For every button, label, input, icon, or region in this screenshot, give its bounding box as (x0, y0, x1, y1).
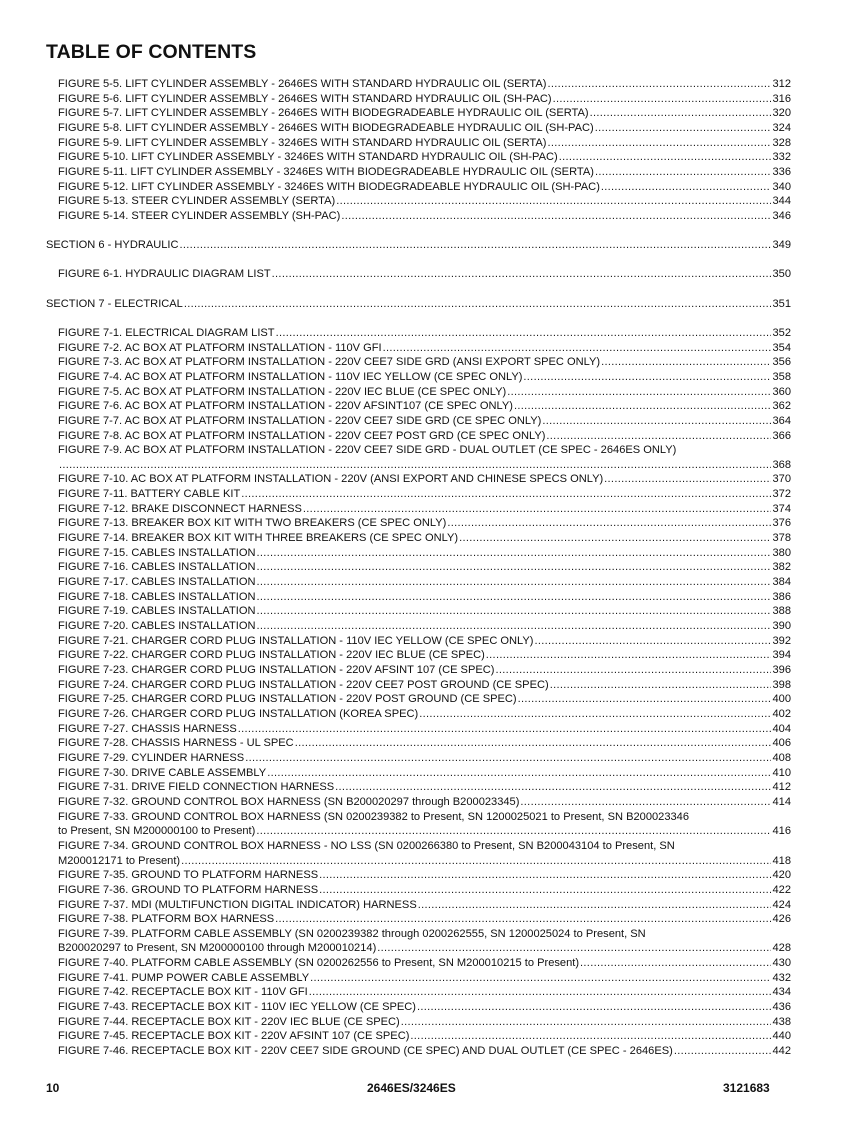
toc-entry[interactable] (58, 985, 791, 1000)
toc-entry-page: 410 (772, 766, 791, 779)
dot-leader (674, 1044, 772, 1059)
toc-entry-title: FIGURE 7-9. AC BOX AT PLATFORM INSTALLATION - 220V CEE7 SIDE GRD - DUAL OUTLET (CE SPEC - 2646ES ONLY) (58, 444, 677, 457)
dot-leader (486, 648, 772, 663)
toc-entry[interactable] (58, 707, 791, 722)
toc-entry-page: 398 (772, 678, 791, 691)
toc-entry-title: FIGURE 7-39. PLATFORM CABLE ASSEMBLY (SN 0200239382 through 0200262555, SN 1200025024 to Present, SN (58, 927, 646, 940)
toc-entry-page: 428 (772, 942, 791, 955)
dot-leader (419, 707, 771, 722)
dot-leader (418, 898, 772, 913)
toc-entry-page: 424 (772, 898, 791, 911)
toc-entry-title: FIGURE 7-44. RECEPTACLE BOX KIT - 220V IEC BLUE (CE SPEC) (58, 1015, 400, 1028)
toc-entry-title: FIGURE 7-27. CHASSIS HARNESS (58, 722, 237, 735)
table-of-contents (46, 77, 791, 1059)
toc-entry-page: 356 (772, 356, 791, 369)
toc-entry-page: 436 (772, 1001, 791, 1014)
toc-entry[interactable] (58, 150, 791, 165)
toc-entry-page: 406 (772, 737, 791, 750)
toc-entry-page: 340 (772, 180, 791, 193)
toc-entry-title-continued: to Present, SN M200000100 to Present) (58, 825, 256, 838)
toc-entry-title: FIGURE 5-14. STEER CYLINDER ASSEMBLY (SH-PAC) (58, 209, 341, 222)
toc-entry[interactable] (58, 92, 791, 107)
toc-entry-title: FIGURE 7-37. MDI (MULTIFUNCTION DIGITAL INDICATOR) HARNESS (58, 898, 417, 911)
toc-entry[interactable] (58, 868, 791, 883)
toc-entry[interactable] (58, 487, 791, 502)
toc-entry-page: 366 (772, 429, 791, 442)
toc-entry-title: SECTION 6 - HYDRAULIC (46, 239, 179, 252)
dot-leader (580, 956, 771, 971)
toc-section-6[interactable] (46, 238, 791, 253)
dot-leader (267, 766, 771, 781)
dot-leader (295, 736, 772, 751)
dot-leader (335, 780, 771, 795)
dot-leader (275, 912, 771, 927)
toc-entry-page: 392 (772, 634, 791, 647)
toc-entry-title: FIGURE 7-43. RECEPTACLE BOX KIT - 110V IEC YELLOW (CE SPEC) (58, 1001, 416, 1014)
dot-leader (601, 180, 772, 195)
toc-entry-page: 386 (772, 590, 791, 603)
dot-leader (256, 575, 771, 590)
dot-leader (542, 414, 771, 429)
toc-entry-page: 438 (772, 1015, 791, 1028)
toc-entry-page: 358 (772, 370, 791, 383)
dot-leader (309, 985, 772, 1000)
toc-entry-page: 416 (772, 825, 791, 838)
toc-entry[interactable] (58, 531, 791, 546)
toc-entry-page: 324 (772, 121, 791, 134)
toc-entry[interactable] (58, 399, 791, 414)
dot-leader (184, 297, 772, 312)
toc-entry-title: FIGURE 7-3. AC BOX AT PLATFORM INSTALLATION - 220V CEE7 SIDE GRD (ANSI EXPORT SPEC ONLY) (58, 356, 601, 369)
toc-entry-page: 430 (772, 957, 791, 970)
toc-entry[interactable] (58, 795, 791, 810)
dot-leader (180, 238, 772, 253)
toc-entry[interactable] (58, 1000, 791, 1015)
toc-entry-page: 350 (772, 268, 791, 281)
toc-entry[interactable] (58, 326, 791, 341)
toc-entry[interactable] (58, 429, 791, 444)
dot-leader (241, 487, 771, 502)
toc-entry-title: FIGURE 7-5. AC BOX AT PLATFORM INSTALLATION - 220V IEC BLUE (CE SPEC ONLY) (58, 385, 507, 398)
toc-entry-title: FIGURE 7-30. DRIVE CABLE ASSEMBLY (58, 766, 267, 779)
toc-entry[interactable] (58, 209, 791, 224)
toc-entry[interactable] (58, 619, 791, 634)
toc-entry-page: 378 (772, 532, 791, 545)
toc-entry-title: FIGURE 7-2. AC BOX AT PLATFORM INSTALLATION - 110V GFI (58, 341, 382, 354)
dot-leader (256, 546, 771, 561)
toc-entry-title: FIGURE 7-11. BATTERY CABLE KIT (58, 488, 241, 501)
toc-entry[interactable] (58, 883, 791, 898)
toc-entry[interactable] (58, 766, 791, 781)
toc-entry[interactable] (58, 898, 791, 913)
dot-leader (601, 355, 771, 370)
toc-entry-title: FIGURE 7-29. CYLINDER HARNESS (58, 751, 245, 764)
dot-leader (447, 516, 771, 531)
dot-leader (181, 854, 771, 869)
dot-leader (546, 429, 771, 444)
toc-entry[interactable] (58, 355, 791, 370)
dot-leader (401, 1015, 772, 1030)
toc-entry-title: FIGURE 7-45. RECEPTACLE BOX KIT - 220V AFSINT 107 (CE SPEC) (58, 1030, 410, 1043)
toc-entry-title: FIGURE 7-22. CHARGER CORD PLUG INSTALLATION - 220V IEC BLUE (CE SPEC) (58, 649, 485, 662)
toc-entry-title: FIGURE 5-6. LIFT CYLINDER ASSEMBLY - 2646ES WITH STANDARD HYDRAULIC OIL (SH-PAC) (58, 92, 552, 105)
toc-entry-page: 388 (772, 605, 791, 618)
toc-entry[interactable] (58, 971, 791, 986)
toc-entry-title: FIGURE 7-23. CHARGER CORD PLUG INSTALLATION - 220V AFSINT 107 (CE SPEC) (58, 664, 495, 676)
dot-leader (256, 604, 771, 619)
dot-leader (459, 531, 771, 546)
toc-entry-page: 376 (772, 517, 791, 530)
toc-entry-page: 346 (772, 209, 791, 222)
dot-leader (256, 824, 771, 839)
dot-leader (303, 502, 772, 517)
toc-entry-title: FIGURE 7-13. BREAKER BOX KIT WITH TWO BREAKERS (CE SPEC ONLY) (58, 517, 447, 530)
dot-leader (256, 590, 771, 605)
toc-entry-title: FIGURE 5-13. STEER CYLINDER ASSEMBLY (SERTA) (58, 195, 336, 208)
toc-entry-page: 404 (772, 722, 791, 735)
toc-entry[interactable] (58, 780, 791, 795)
toc-entry-page: 396 (772, 664, 791, 676)
toc-entry-title: FIGURE 5-8. LIFT CYLINDER ASSEMBLY - 2646ES WITH BIODEGRADEABLE HYDRAULIC OIL (SH-PAC) (58, 121, 594, 134)
toc-entry-page: 432 (772, 971, 791, 984)
footer-doc-number: 3121683 (723, 1081, 770, 1095)
dot-leader (595, 165, 772, 180)
toc-entry[interactable] (58, 634, 791, 649)
dot-leader (377, 941, 771, 956)
toc-entry[interactable] (58, 751, 791, 766)
toc-entry[interactable] (58, 956, 791, 971)
toc-entry[interactable] (58, 121, 791, 136)
toc-entry-figure-7-39[interactable] (46, 927, 791, 956)
toc-entry-title: FIGURE 7-14. BREAKER BOX KIT WITH THREE BREAKERS (CE SPEC ONLY) (58, 532, 459, 545)
toc-group-section7-figures-a (46, 326, 791, 443)
toc-entry-page: 328 (772, 136, 791, 149)
toc-entry-figure-7-34[interactable] (46, 839, 791, 868)
toc-entry[interactable] (58, 678, 791, 693)
toc-entry-title: FIGURE 5-10. LIFT CYLINDER ASSEMBLY - 3246ES WITH STANDARD HYDRAULIC OIL (SH-PAC) (58, 151, 558, 164)
toc-entry[interactable] (58, 1044, 791, 1059)
toc-entry-title: FIGURE 5-5. LIFT CYLINDER ASSEMBLY - 2646ES WITH STANDARD HYDRAULIC OIL (SERTA) (58, 78, 547, 90)
toc-entry-page: 354 (772, 341, 791, 354)
toc-entry-page: 320 (772, 107, 791, 120)
toc-entry-page: 384 (772, 576, 791, 589)
dot-leader (595, 121, 772, 136)
toc-entry-page: 412 (772, 781, 791, 794)
toc-entry[interactable] (58, 502, 791, 517)
toc-entry-page: 368 (772, 458, 791, 471)
dot-leader (553, 92, 772, 107)
toc-entry-page: 382 (772, 561, 791, 574)
toc-entry-title: FIGURE 7-32. GROUND CONTROL BOX HARNESS (SN B200020297 through B200023345) (58, 795, 520, 808)
toc-entry-page: 351 (772, 297, 791, 310)
toc-entry-title: FIGURE 7-33. GROUND CONTROL BOX HARNESS (SN 0200239382 to Present, SN 1200025021 to Present, SN B200023346 (58, 810, 690, 823)
dot-leader (550, 678, 772, 693)
toc-entry-title: FIGURE 5-7. LIFT CYLINDER ASSEMBLY - 2646ES WITH BIODEGRADEABLE HYDRAULIC OIL (SERTA) (58, 107, 589, 120)
dot-leader (495, 663, 771, 678)
toc-entry-title: FIGURE 7-4. AC BOX AT PLATFORM INSTALLATION - 110V IEC YELLOW (CE SPEC ONLY) (58, 370, 523, 383)
toc-entry-title: FIGURE 7-7. AC BOX AT PLATFORM INSTALLATION - 220V CEE7 SIDE GRD (CE SPEC ONLY) (58, 414, 542, 427)
toc-entry-title: SECTION 7 - ELECTRICAL (46, 297, 183, 310)
toc-entry[interactable] (58, 1015, 791, 1030)
toc-entry[interactable] (58, 1029, 791, 1044)
dot-leader (520, 795, 771, 810)
toc-entry-title: FIGURE 7-1. ELECTRICAL DIAGRAM LIST (58, 326, 275, 339)
toc-entry-page: 440 (772, 1030, 791, 1043)
dot-leader (590, 106, 772, 121)
toc-entry-title: FIGURE 7-15. CABLES INSTALLATION (58, 546, 256, 559)
dot-leader (245, 751, 771, 766)
toc-entry-title: FIGURE 5-11. LIFT CYLINDER ASSEMBLY - 3246ES WITH BIODEGRADEABLE HYDRAULIC OIL (SERTA) (58, 165, 594, 178)
toc-entry-page: 420 (772, 869, 791, 882)
toc-entry-title: FIGURE 7-26. CHARGER CORD PLUG INSTALLATION (KOREA SPEC) (58, 707, 419, 720)
dot-leader (238, 722, 772, 737)
toc-entry-title: FIGURE 7-46. RECEPTACLE BOX KIT - 220V CEE7 SIDE GROUND (CE SPEC) AND DUAL OUTLET (CE SPEC - 2646ES) (58, 1045, 673, 1058)
dot-leader (256, 560, 771, 575)
toc-entry-page: 442 (772, 1045, 791, 1058)
toc-entry-title: FIGURE 7-40. PLATFORM CABLE ASSEMBLY (SN 0200262556 to Present, SN M200010215 to Present) (58, 957, 580, 970)
toc-entry-page: 316 (772, 92, 791, 105)
toc-group-section7-figures-c (46, 868, 791, 927)
dot-leader (276, 326, 772, 341)
toc-entry-title: FIGURE 7-28. CHASSIS HARNESS - UL SPEC (58, 737, 294, 750)
dot-leader (319, 883, 771, 898)
toc-entry-title: FIGURE 7-25. CHARGER CORD PLUG INSTALLATION - 220V POST GROUND (CE SPEC) (58, 693, 517, 706)
toc-entry[interactable] (58, 370, 791, 385)
toc-entry-page: 349 (772, 239, 791, 252)
toc-entry[interactable] (58, 341, 791, 356)
toc-entry[interactable] (58, 575, 791, 590)
dot-leader (341, 209, 771, 224)
toc-entry-title-continued: B200020297 to Present, SN M200000100 through M200010214) (58, 942, 377, 955)
dot-leader (310, 971, 771, 986)
toc-entry-title: FIGURE 7-16. CABLES INSTALLATION (58, 561, 256, 574)
toc-entry-title: FIGURE 5-9. LIFT CYLINDER ASSEMBLY - 3246ES WITH STANDARD HYDRAULIC OIL (SERTA) (58, 136, 547, 149)
toc-entry-title: FIGURE 7-38. PLATFORM BOX HARNESS (58, 913, 275, 926)
toc-entry-title: FIGURE 7-24. CHARGER CORD PLUG INSTALLATION - 220V CEE7 POST GROUND (CE SPEC) (58, 678, 549, 691)
toc-entry[interactable] (58, 648, 791, 663)
toc-entry[interactable] (58, 414, 791, 429)
dot-leader (383, 341, 772, 356)
toc-entry-title: FIGURE 7-17. CABLES INSTALLATION (58, 576, 256, 589)
toc-entry[interactable] (58, 267, 791, 282)
toc-group-section5-figures (46, 77, 791, 224)
toc-entry-title: FIGURE 7-10. AC BOX AT PLATFORM INSTALLATION - 220V (ANSI EXPORT AND CHINESE SPECS ONLY) (58, 473, 604, 486)
toc-entry-title: FIGURE 7-19. CABLES INSTALLATION (58, 605, 256, 618)
dot-leader (410, 1029, 771, 1044)
toc-entry-title: FIGURE 6-1. HYDRAULIC DIAGRAM LIST (58, 268, 271, 281)
toc-entry-title: FIGURE 7-6. AC BOX AT PLATFORM INSTALLATION - 220V AFSINT107 (CE SPEC ONLY) (58, 400, 513, 413)
dot-leader (604, 472, 771, 487)
dot-leader (523, 370, 771, 385)
dot-leader (417, 1000, 772, 1015)
toc-entry[interactable] (58, 77, 791, 92)
toc-entry-title: FIGURE 7-34. GROUND CONTROL BOX HARNESS - NO LSS (SN 0200266380 to Present, SN B200043104 to Present, SN (58, 839, 675, 852)
toc-entry-title-continued: M200012171 to Present) (58, 854, 181, 867)
footer-model: 2646ES/3246ES (367, 1081, 456, 1095)
toc-entry-title: FIGURE 7-12. BRAKE DISCONNECT HARNESS (58, 502, 302, 515)
toc-entry-page: 418 (772, 854, 791, 867)
toc-entry-title: FIGURE 7-18. CABLES INSTALLATION (58, 590, 256, 603)
dot-leader (535, 634, 772, 649)
toc-entry-title: FIGURE 7-21. CHARGER CORD PLUG INSTALLATION - 110V IEC YELLOW (CE SPEC ONLY) (58, 634, 534, 647)
toc-entry[interactable] (58, 136, 791, 151)
toc-entry-page: 312 (772, 78, 791, 90)
toc-entry[interactable] (58, 663, 791, 678)
toc-entry[interactable] (58, 385, 791, 400)
dot-leader (336, 194, 771, 209)
toc-entry-page: 360 (772, 385, 791, 398)
toc-entry-page: 380 (772, 546, 791, 559)
toc-entry-page: 414 (772, 795, 791, 808)
toc-entry-title: FIGURE 7-8. AC BOX AT PLATFORM INSTALLATION - 220V CEE7 POST GRD (CE SPEC ONLY) (58, 429, 546, 442)
toc-entry-page: 372 (772, 488, 791, 501)
toc-entry-page: 374 (772, 502, 791, 515)
dot-leader (547, 136, 771, 151)
toc-entry-title: FIGURE 7-41. PUMP POWER CABLE ASSEMBLY (58, 971, 310, 984)
toc-entry-page: 402 (772, 707, 791, 720)
toc-entry-page: 426 (772, 913, 791, 926)
toc-entry-page: 408 (772, 751, 791, 764)
toc-entry-page: 336 (772, 165, 791, 178)
toc-entry-figure-7-33[interactable] (46, 810, 791, 839)
dot-leader (559, 150, 772, 165)
toc-entry[interactable] (58, 516, 791, 531)
toc-entry-page: 370 (772, 473, 791, 486)
toc-entry[interactable] (58, 736, 791, 751)
footer-page-number: 10 (46, 1081, 60, 1095)
toc-entry-title: FIGURE 7-20. CABLES INSTALLATION (58, 620, 256, 633)
toc-entry-page: 362 (772, 400, 791, 413)
toc-entry[interactable] (58, 472, 791, 487)
toc-entry[interactable] (58, 722, 791, 737)
toc-entry-title: FIGURE 7-36. GROUND TO PLATFORM HARNESS (58, 883, 319, 896)
toc-entry[interactable] (58, 180, 791, 195)
toc-entry-title: FIGURE 7-35. GROUND TO PLATFORM HARNESS (58, 869, 319, 882)
toc-entry[interactable] (58, 590, 791, 605)
toc-entry-page: 394 (772, 649, 791, 662)
dot-leader (507, 385, 771, 400)
toc-entry-page: 422 (772, 883, 791, 896)
toc-entry[interactable] (58, 546, 791, 561)
dot-leader (518, 692, 772, 707)
toc-group-section7-figures-d (46, 956, 791, 1059)
toc-entry-page: 352 (772, 326, 791, 339)
toc-entry-page: 390 (772, 620, 791, 633)
toc-entry-page: 364 (772, 414, 791, 427)
toc-entry[interactable] (58, 912, 791, 927)
toc-entry-figure-7-9[interactable] (46, 443, 791, 472)
toc-entry-page: 434 (772, 986, 791, 999)
toc-entry-page: 344 (772, 195, 791, 208)
dot-leader (547, 77, 771, 92)
toc-entry[interactable] (58, 194, 791, 209)
toc-entry-page: 400 (772, 693, 791, 706)
dot-leader (256, 619, 771, 634)
toc-entry[interactable] (58, 692, 791, 707)
toc-entry-title: FIGURE 5-12. LIFT CYLINDER ASSEMBLY - 3246ES WITH BIODEGRADEABLE HYDRAULIC OIL (SH-PAC) (58, 180, 600, 193)
toc-entry-page: 332 (772, 151, 791, 164)
toc-entry[interactable] (58, 604, 791, 619)
dot-leader (59, 458, 771, 473)
toc-section-7[interactable] (46, 297, 791, 312)
toc-entry[interactable] (58, 106, 791, 121)
toc-group-section7-figures-b (46, 472, 791, 809)
toc-entry[interactable] (58, 560, 791, 575)
page-title: TABLE OF CONTENTS (46, 41, 257, 63)
toc-group-section6-figures (46, 267, 791, 282)
dot-leader (514, 399, 772, 414)
toc-entry-title: FIGURE 7-42. RECEPTACLE BOX KIT - 110V GFI (58, 986, 308, 999)
toc-entry[interactable] (58, 165, 791, 180)
dot-leader (319, 868, 771, 883)
toc-entry-title: FIGURE 7-31. DRIVE FIELD CONNECTION HARNESS (58, 781, 335, 794)
dot-leader (272, 267, 772, 282)
